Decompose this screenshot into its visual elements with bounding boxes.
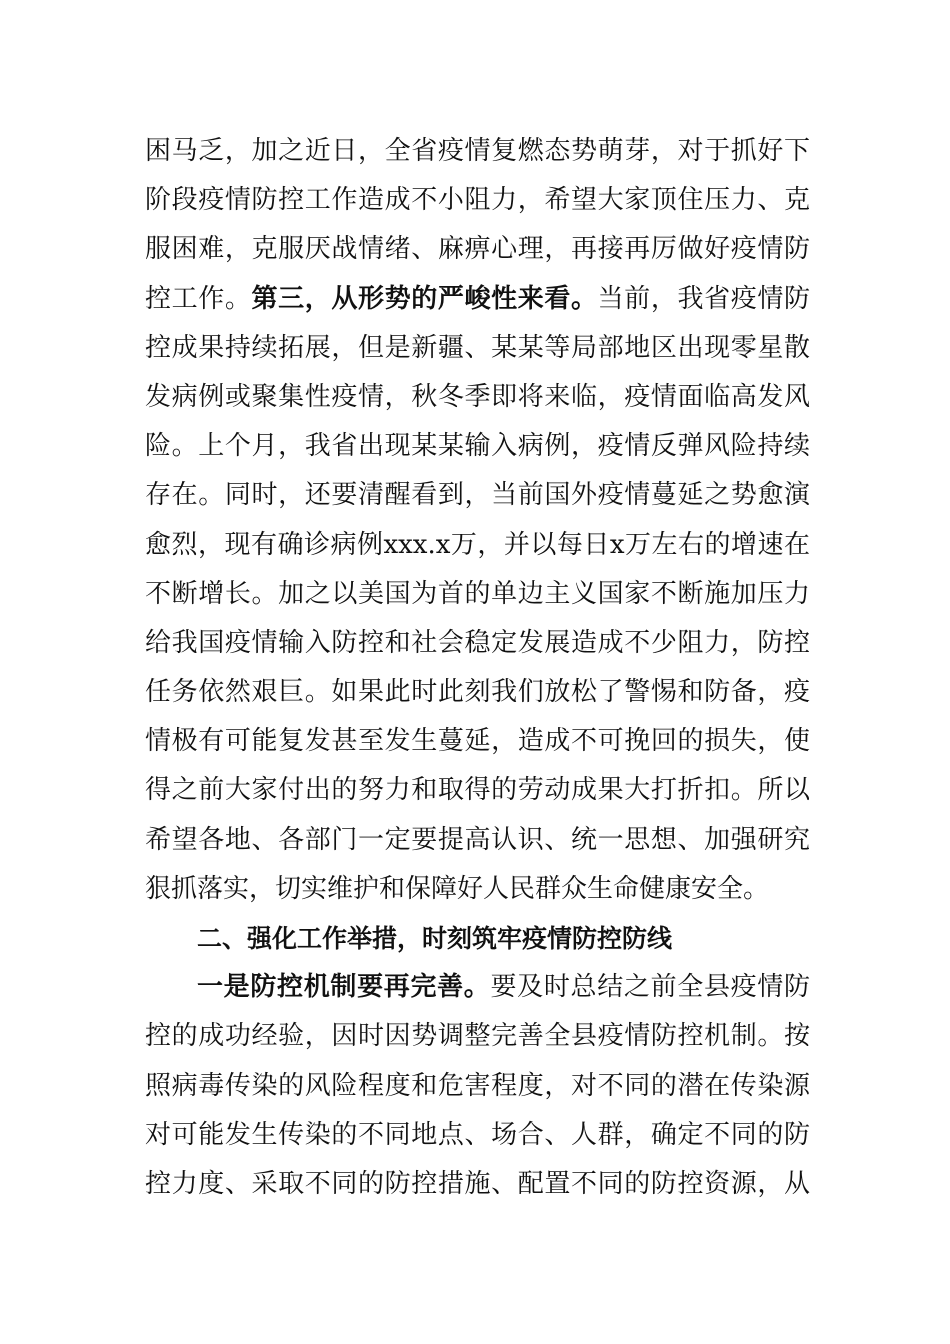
section-bold-phrase: 第三，从形势的严峻性来看。 (251, 283, 598, 314)
text-line: 希望各地、各部门一定要提高认识、统一思想、加强研究 (145, 824, 810, 855)
text-line: 控成果持续拓展，但是新疆、某某等局部地区出现零星散 (145, 332, 810, 363)
line-tail: 要及时总结之前全县疫情防 (490, 972, 810, 1003)
text-line: 对可能发生传染的不同地点、场合、人群，确定不同的防 (145, 1119, 810, 1150)
text-line: 服困难，克服厌战情绪、麻痹心理，再接再厉做好疫情防 (145, 234, 810, 265)
text-line: 情极有可能复发甚至发生蔓延，造成不可挽回的损失，使 (145, 726, 810, 757)
text-line (145, 963, 810, 1012)
text-line: 给我国疫情输入防控和社会稳定发展造成不少阻力，防控 (145, 627, 810, 658)
text-line: 任务依然艰巨。如果此时此刻我们放松了警惕和防备，疫 (145, 677, 810, 708)
text-line: 不断增长。加之以美国为首的单边主义国家不断施加压力 (145, 578, 810, 609)
text-line: 得之前大家付出的努力和取得的劳动成果大打折扣。所以 (145, 775, 810, 806)
text-line: 困马乏，加之近日，全省疫情复燃态势萌芽，对于抓好下 (145, 136, 810, 166)
line-lead: 控工作。 (145, 283, 252, 314)
line-tail: 当前，我省疫情防 (597, 283, 810, 314)
text-line: 阶段疫情防控工作造成不小阻力，希望大家顶住压力、克 (145, 185, 810, 216)
text-line: 存在。同时，还要清醒看到，当前国外疫情蔓延之势愈演 (145, 480, 810, 511)
text-line (145, 275, 810, 324)
text-line: 险。上个月，我省出现某某输入病例，疫情反弹风险持续 (145, 431, 810, 462)
text-line: 照病毒传染的风险程度和危害程度，对不同的潜在传染源 (145, 1070, 810, 1101)
subsection-bold-phrase: 一是防控机制要再完善。 (197, 972, 491, 1003)
document-body (145, 127, 810, 1209)
text-line: 控力度、采取不同的防控措施、配置不同的防控资源，从 (145, 1168, 810, 1199)
text-line: 控的成功经验，因时因势调整完善全县疫情防控机制。按 (145, 1021, 810, 1052)
section-heading: 二、强化工作举措，时刻筑牢疫情防控防线 (197, 924, 673, 953)
text-line: 发病例或聚集性疫情，秋冬季即将来临，疫情面临高发风 (145, 381, 810, 412)
text-line: 愈烈，现有确诊病例xxx.x万，并以每日x万左右的增速在 (145, 529, 810, 560)
text-line: 狠抓落实，切实维护和保障好人民群众生命健康安全。 (145, 873, 770, 904)
